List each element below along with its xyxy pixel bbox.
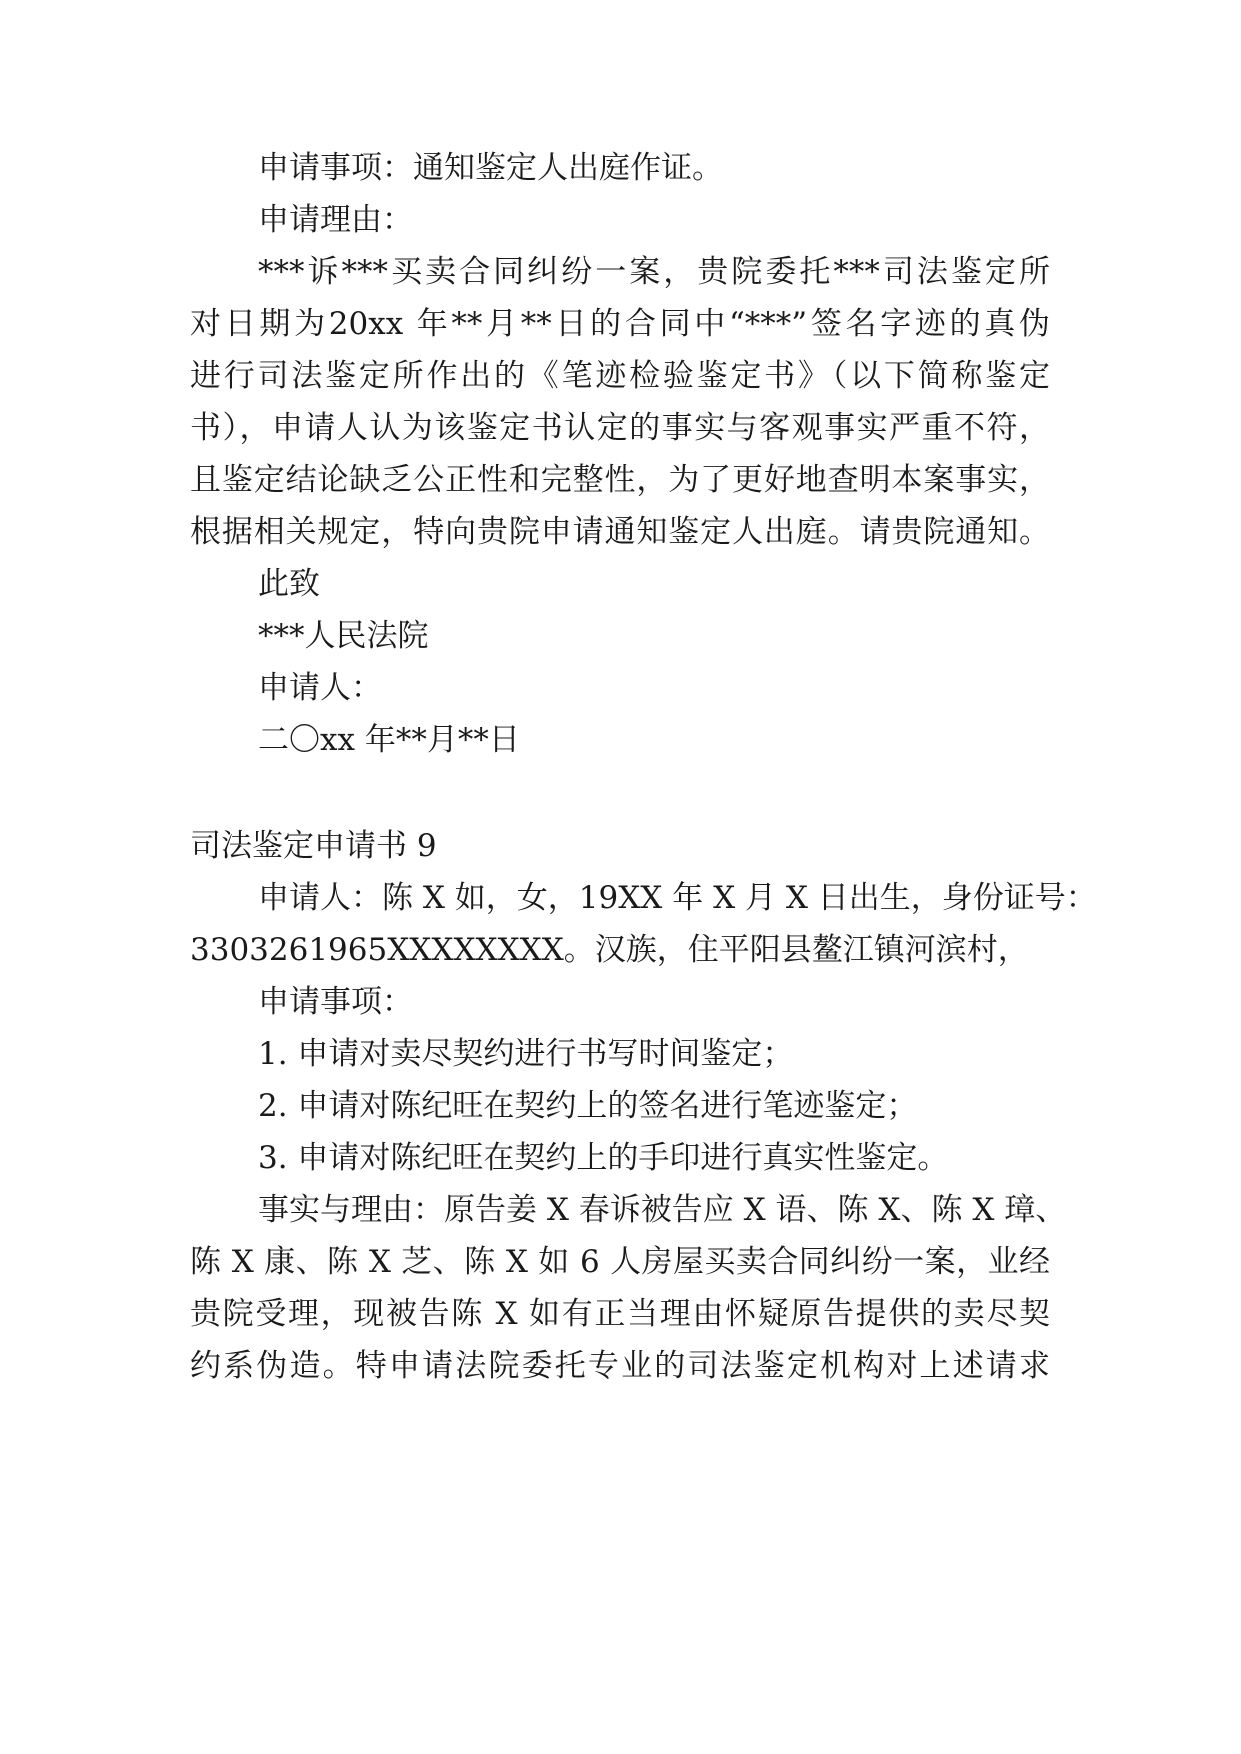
applicant-line: 3303261965XXXXXXXX。汉族，住平阳县鳌江镇河滨村， [190, 932, 1029, 968]
reason-label: 申请理由： [258, 202, 413, 238]
matter-item: 2. 申请对陈纪旺在契约上的签名进行笔迹鉴定； [258, 1088, 918, 1124]
salutation: 此致 [258, 566, 320, 602]
matters-label: 申请事项： [258, 984, 413, 1020]
body-line: 进行司法鉴定所作出的《笔迹检验鉴定书》（以下简称鉴定 [190, 358, 1050, 394]
body-line: 根据相关规定，特向贵院申请通知鉴定人出庭。请贵院通知。 [190, 514, 1050, 550]
body-line: 且鉴定结论缺乏公正性和完整性，为了更好地查明本案事实， [190, 462, 1050, 498]
facts-line: 约系伪造。特申请法院委托专业的司法鉴定机构对上述请求 [190, 1348, 1050, 1384]
application-date: 二〇xx 年**月**日 [258, 722, 520, 758]
applicant-label: 申请人： [258, 670, 382, 706]
facts-line: 事实与理由：原告姜 X 春诉被告应 X 语、陈 X、陈 X 璋、 [258, 1192, 1067, 1228]
body-line: 对日期为20xx 年**月**日的合同中“***”签名字迹的真伪 [190, 306, 1050, 342]
body-line: 书），申请人认为该鉴定书认定的事实与客观事实严重不符， [190, 410, 1050, 446]
section-title: 司法鉴定申请书 9 [190, 828, 437, 864]
matter-item: 1. 申请对卖尽契约进行书写时间鉴定； [258, 1036, 794, 1072]
request-matter: 申请事项：通知鉴定人出庭作证。 [258, 150, 723, 186]
matter-item: 3. 申请对陈纪旺在契约上的手印进行真实性鉴定。 [258, 1140, 949, 1176]
court-name: ***人民法院 [258, 618, 429, 654]
facts-line: 贵院受理，现被告陈 X 如有正当理由怀疑原告提供的卖尽契 [190, 1296, 1050, 1332]
applicant-line: 申请人：陈 X 如，女，19XX 年 X 月 X 日出生，身份证号： [258, 880, 1097, 916]
body-line: ***诉***买卖合同纠纷一案，贵院委托***司法鉴定所 [258, 254, 1050, 290]
facts-line: 陈 X 康、陈 X 芝、陈 X 如 6 人房屋买卖合同纠纷一案，业经 [190, 1244, 1050, 1280]
